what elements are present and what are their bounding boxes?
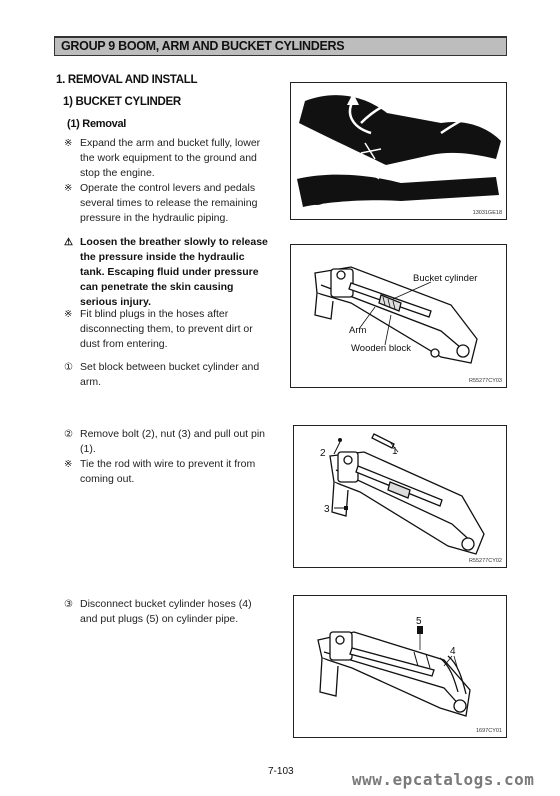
- note-mark-icon: ※: [64, 138, 73, 149]
- label-nut: 3: [324, 504, 330, 515]
- step-number: ②: [64, 429, 73, 440]
- step-text: Remove bolt (2), nut (3) and pull out pin (1).: [80, 428, 266, 455]
- notes-block-a: [64, 136, 268, 226]
- figure-wooden-block-drawing: [291, 245, 506, 387]
- note-mark-icon: ※: [64, 183, 73, 194]
- warning-block: [64, 235, 268, 310]
- warning-icon: ⚠: [64, 237, 73, 248]
- step-item: [64, 427, 270, 457]
- label-pin: 1: [392, 446, 398, 457]
- figure-wooden-block: [290, 244, 507, 388]
- warning-item: [64, 235, 268, 310]
- note-text: Operate the control levers and pedals several times to release the remaining pressure in the hydraulic piping.: [80, 182, 258, 224]
- label-plugs: 5: [416, 616, 422, 627]
- step-1: [64, 360, 268, 390]
- figure-lower-equipment-drawing: [291, 83, 506, 219]
- label-bolt: 2: [320, 448, 326, 459]
- label-bucket-cylinder: Bucket cylinder: [413, 273, 478, 284]
- label-arm: Arm: [349, 325, 367, 336]
- note-mark-icon: ※: [64, 459, 73, 470]
- figure-remove-pin: [293, 425, 507, 568]
- group-header: GROUP 9 BOOM, ARM AND BUCKET CYLINDERS: [54, 36, 507, 56]
- step-2: [64, 427, 270, 487]
- label-hoses: 4: [450, 646, 456, 657]
- figure-code: R55277CY03: [468, 378, 502, 384]
- watermark: www.epcatalogs.com: [352, 770, 535, 789]
- note-item: [64, 136, 268, 181]
- note-text: Tie the rod with wire to prevent it from coming out.: [80, 458, 256, 485]
- note-item: [64, 457, 270, 487]
- warning-text: Loosen the breather slowly to release the pressure inside the hydraulic tank. Escaping fluid under pressure can penetrate the skin causing serious injury.: [80, 236, 268, 308]
- page-number: 7-103: [268, 766, 294, 777]
- figure-code: 1697CY01: [476, 728, 502, 734]
- label-wooden-block: Wooden block: [351, 343, 412, 354]
- figure-code: R55277CY02: [468, 558, 502, 564]
- figure-disconnect-hoses-drawing: [294, 596, 506, 737]
- note-text: Expand the arm and bucket fully, lower the work equipment to the ground and stop the engine.: [80, 137, 261, 179]
- section-title: 1. REMOVAL AND INSTALL: [56, 74, 198, 86]
- step-text: Disconnect bucket cylinder hoses (4) and put plugs (5) on cylinder pipe.: [80, 598, 252, 625]
- figure-disconnect-hoses: [293, 595, 507, 738]
- note-block-b: [64, 307, 268, 352]
- note-item: [64, 307, 268, 352]
- subsubsection-title: (1) Removal: [67, 118, 127, 130]
- note-item: [64, 181, 268, 226]
- figure-remove-pin-drawing: [294, 426, 506, 567]
- step-item: [64, 597, 270, 627]
- figure-code: 13031GE18: [472, 210, 502, 216]
- step-text: Set block between bucket cylinder and arm.: [80, 361, 260, 388]
- step-number: ③: [64, 599, 73, 610]
- figure-lower-equipment: [290, 82, 507, 220]
- note-mark-icon: ※: [64, 309, 73, 320]
- step-number: ①: [64, 362, 73, 373]
- subsection-title: 1) BUCKET CYLINDER: [63, 96, 181, 108]
- step-item: [64, 360, 268, 390]
- note-text: Fit blind plugs in the hoses after disconnecting them, to prevent dirt or dust from entering.: [80, 308, 253, 350]
- step-3: [64, 597, 270, 627]
